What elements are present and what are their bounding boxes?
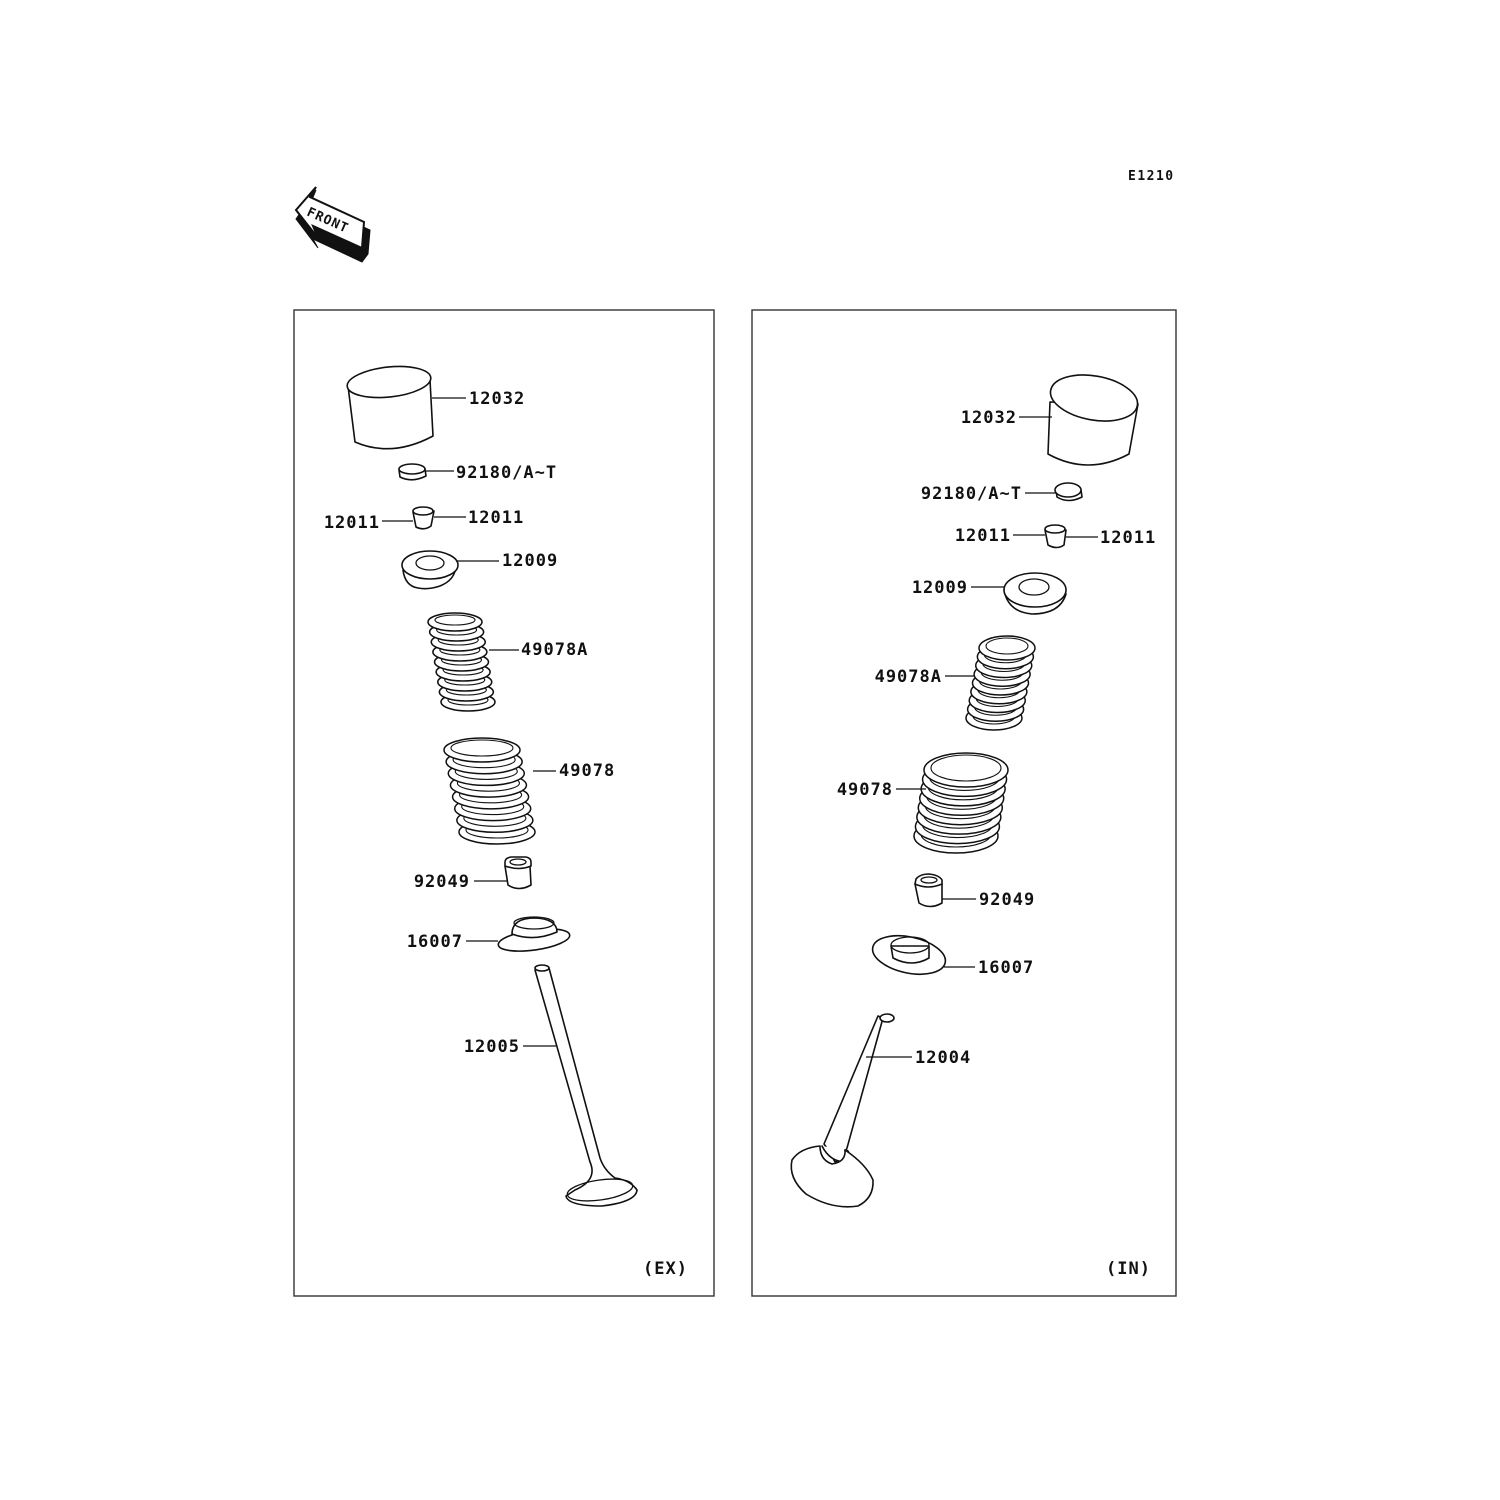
front-label: FRONT [304,204,351,237]
intake-tappet-icon [1047,369,1141,465]
intake-labels [837,408,1156,1279]
exhaust-stem-seal-label: 92049 [413,872,470,892]
exhaust-valve-label: 12005 [463,1037,520,1057]
intake-cotter-right-label: 12011 [1100,528,1157,548]
exhaust-spring-seat-label: 16007 [406,932,463,952]
diagram-code: E1210 [1128,169,1175,184]
intake-outer-spring-icon [914,753,1008,853]
exhaust-shim-label: 92180/A~T [456,463,558,483]
exhaust-side-label: (EX) [643,1259,688,1279]
exhaust-outer-spring-label: 49078 [559,761,616,781]
intake-valve-label: 12004 [915,1048,972,1068]
exhaust-shim-icon [399,464,426,480]
exhaust-retainer-label: 12009 [502,551,559,571]
intake-outer-spring-label: 49078 [836,780,893,800]
exhaust-inner-spring-icon [428,613,495,711]
intake-inner-spring-label: 49078A [874,667,942,687]
exhaust-stem-seal-icon [505,857,531,889]
exhaust-cotter-icon [413,507,434,529]
intake-shim-label: 92180/A~T [920,484,1022,504]
exhaust-tappet-label: 12032 [469,389,526,409]
intake-cotter-icon [1045,525,1066,548]
exhaust-spring-seat-icon [497,917,571,955]
intake-retainer-label: 12009 [911,578,968,598]
exhaust-cotter-left-label: 12011 [323,513,380,533]
intake-stem-seal-icon [915,874,942,907]
intake-cotter-left-label: 12011 [954,526,1011,546]
exhaust-outer-spring-icon [444,738,535,844]
intake-spring-seat-icon [869,930,949,981]
exhaust-inner-spring-label: 49078A [521,640,589,660]
exhaust-parts [346,363,637,1206]
intake-retainer-icon [1004,573,1066,614]
intake-side-label: (IN) [1106,1259,1151,1279]
exhaust-retainer-icon [402,551,458,589]
exhaust-valve-icon [535,965,637,1206]
intake-shim-icon [1055,483,1082,501]
intake-spring-seat-label: 16007 [978,958,1035,978]
intake-tappet-label: 12032 [960,408,1017,428]
intake-valve-icon [791,1014,894,1207]
exhaust-cotter-right-label: 12011 [468,508,525,528]
front-arrow-icon [296,187,370,262]
exhaust-tappet-icon [346,363,433,449]
intake-inner-spring-icon [966,636,1035,730]
intake-stem-seal-label: 92049 [979,890,1036,910]
